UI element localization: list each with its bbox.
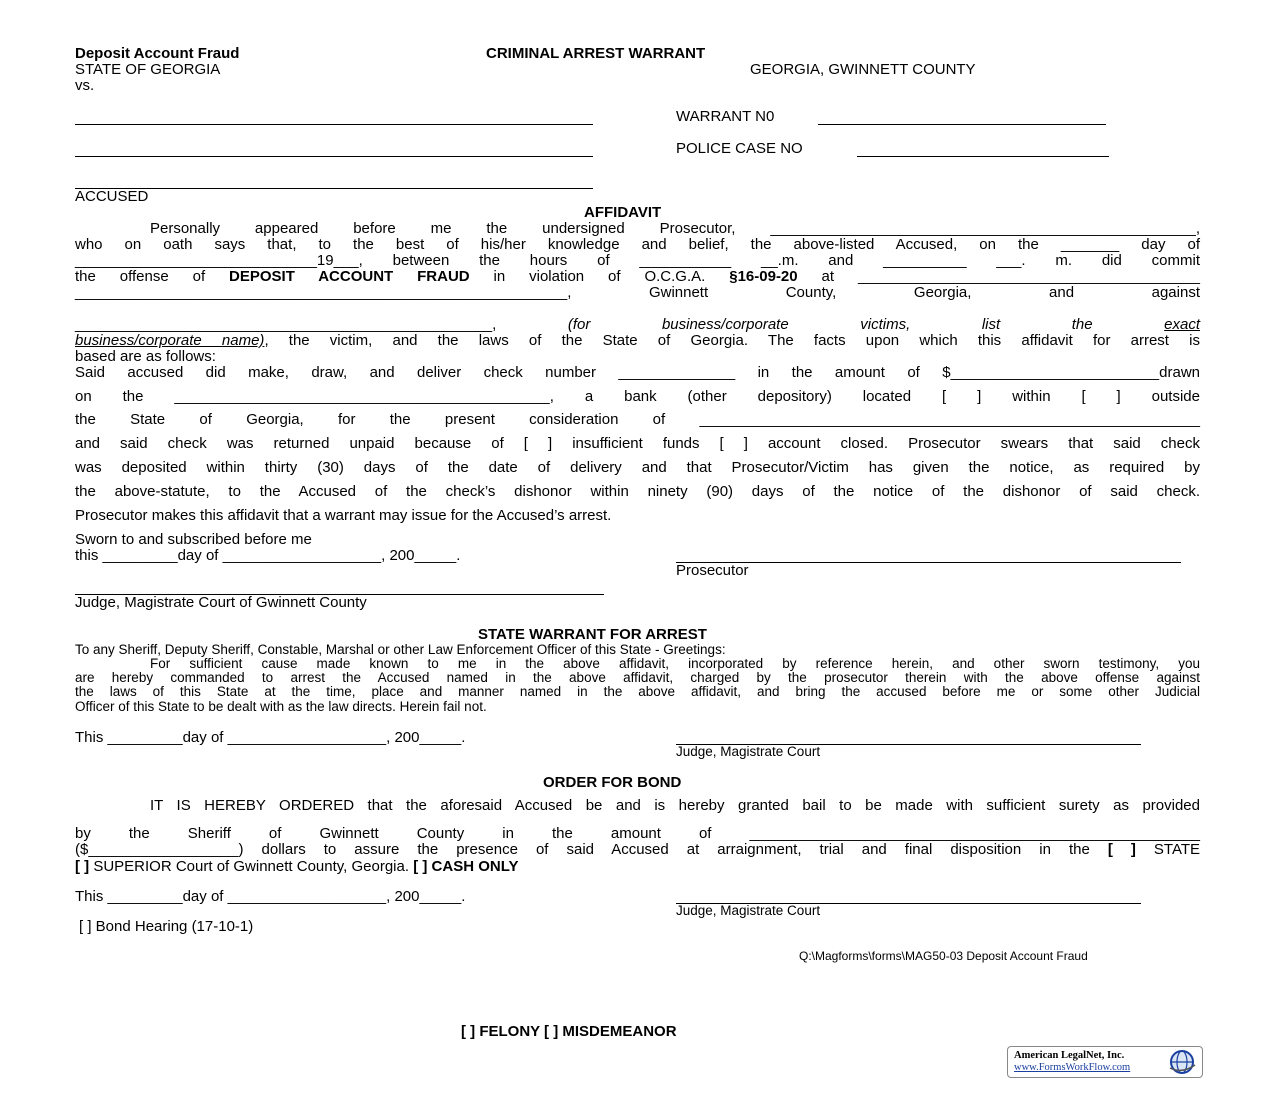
affidavit-line-6 <box>75 317 1200 333</box>
affidavit-line-7 <box>75 333 1200 349</box>
offense-name: DEPOSIT ACCOUNT FRAUD <box>229 268 470 285</box>
warrant-heading: STATE WARRANT FOR ARREST <box>478 626 707 643</box>
bond-heading: ORDER FOR BOND <box>543 774 682 791</box>
bond-amount-text: ($__________________) dollars to assure the presence of said Accused at arraignment, trial and final disposition in the <box>75 841 1108 858</box>
warrant-line-2: For sufficient cause made known to me in the above affidavit, incorporated by reference herein, and other sworn testimony, you <box>150 656 1200 671</box>
county-label: GEORGIA, GWINNETT COUNTY <box>750 61 976 78</box>
logo-company-name: American LegalNet, Inc. <box>1014 1050 1125 1061</box>
facts-line-7: Prosecutor makes this affidavit that a warrant may issue for the Accused’s arrest. <box>75 507 612 524</box>
affidavit-line-8: based are as follows: <box>75 348 216 365</box>
prosecutor-signature-line[interactable] <box>676 562 1181 563</box>
warrant-line-4: the laws of this State at the time, place and manner named in the above affidavit, and bring the accused before me or some other Judicial <box>75 684 1200 699</box>
warrant-line-3: are hereby commanded to arrest the Accused named in the above affidavit, charged by the prosecutor therein with the above offense against <box>75 670 1200 685</box>
facts-line-1: Said accused did make, draw, and deliver check number ______________ in the amount of $_________________________drawn <box>75 364 1200 381</box>
superior-court-checkbox[interactable]: [ ] <box>75 858 90 875</box>
affidavit-heading: AFFIDAVIT <box>584 204 662 221</box>
warrant-line-1: To any Sheriff, Deputy Sheriff, Constable, Marshal or other Law Enforcement Officer of this State - Greetings: <box>75 642 726 657</box>
versus-label: vs. <box>75 77 95 94</box>
victim-note-cont: business/corporate name) <box>75 332 265 349</box>
offense-location: at _________________________________________ <box>797 268 1200 285</box>
felony-misdemeanor-options[interactable]: [ ] FELONY [ ] MISDEMEANOR <box>461 1023 677 1040</box>
facts-line-4: and said check was returned unpaid because of [ ] insufficient funds [ ] account closed. Prosecutor swears that said check <box>75 435 1200 452</box>
bond-line-1: IT IS HEREBY ORDERED that the aforesaid Accused be and is hereby granted bail to be made with sufficient surety as provided <box>150 797 1200 814</box>
victim-note-rest: , the victim, and the laws of the State of Georgia. The facts upon which this affidavit for arrest is <box>264 332 1200 349</box>
cash-only-checkbox[interactable]: [ ] <box>413 858 428 875</box>
warrant-line-5: Officer of this State to be dealt with as the law directs. Herein fail not. <box>75 699 487 714</box>
affidavit-line-5: ___________________________________________________________, Gwinnett County, Georgia, and against <box>75 284 1200 301</box>
victim-note: (for business/corporate victims, list the <box>567 316 1165 333</box>
bond-judge-label: Judge, Magistrate Court <box>676 903 821 918</box>
victim-note-exact: exact <box>1164 316 1200 333</box>
accused-name-line-1[interactable] <box>75 124 593 125</box>
warrant-number-label: WARRANT N0 <box>676 108 775 125</box>
superior-court-label: SUPERIOR Court of Gwinnett County, Georgia. <box>89 858 414 875</box>
form-name: Deposit Account Fraud <box>75 45 240 62</box>
bond-date-line: This _________day of ___________________, 200_____. <box>75 888 466 905</box>
code-section: §16-09-20 <box>729 268 798 285</box>
warrant-date-line: This _________day of ___________________, 200_____. <box>75 729 466 746</box>
warrant-judge-label: Judge, Magistrate Court <box>676 744 821 759</box>
offense-text-mid: in violation of O.C.G.A. <box>469 268 730 285</box>
police-case-label: POLICE CASE NO <box>676 140 803 157</box>
police-case-field[interactable] <box>857 156 1109 157</box>
accused-label: ACCUSED <box>75 188 149 205</box>
document-title: CRIMINAL ARREST WARRANT <box>486 45 706 62</box>
accused-name-line-2[interactable] <box>75 156 593 157</box>
file-path: Q:\Magforms\forms\MAG50-03 Deposit Account Fraud <box>799 949 1088 963</box>
bond-line-4 <box>75 859 519 875</box>
affidavit-line-1: Personally appeared before me the undersigned Prosecutor, ___________________________________________________, <box>150 220 1200 237</box>
bond-line-3 <box>75 842 1200 858</box>
facts-line-5: was deposited within thirty (30) days of the date of delivery and that Prosecutor/Victim has given the notice, as required by <box>75 459 1200 476</box>
state-label: STATE OF GEORGIA <box>75 61 221 78</box>
facts-line-6: the above-statute, to the Accused of the check’s dishonor within ninety (90) days of the notice of the dishonor of said check. <box>75 483 1200 500</box>
victim-name-blank: __________________________________________________, <box>75 316 497 333</box>
affidavit-line-3: _____________________________19___, between the hours of ___________ __.m. and __________ ___. m. did commit <box>75 252 1200 269</box>
american-legalnet-logo[interactable] <box>1007 1046 1203 1078</box>
facts-line-2: on the _____________________________________________, a bank (other depository) located [ ] within [ ] outside <box>75 388 1200 405</box>
accused-name-line-3[interactable] <box>75 188 593 189</box>
bond-hearing-option[interactable]: [ ] Bond Hearing (17-10-1) <box>79 918 254 935</box>
judge-label: Judge, Magistrate Court of Gwinnett County <box>75 594 367 611</box>
state-court-checkbox[interactable]: [ ] <box>1107 841 1136 858</box>
warrant-number-field[interactable] <box>818 124 1106 125</box>
cash-only-label: CASH ONLY <box>427 858 519 875</box>
facts-line-3: the State of Georgia, for the present consideration of ____________________________________________________________ <box>75 411 1200 428</box>
bond-line-2: by the Sheriff of Gwinnett County in the amount of ______________________________________________________ <box>75 825 1200 842</box>
sworn-date-line: this _________day of ___________________, 200_____. <box>75 547 461 564</box>
affidavit-line-4 <box>75 269 1200 285</box>
affidavit-line-2: who on oath says that, to the best of his/her knowledge and belief, the above-listed Accused, on the _______ day of <box>75 236 1200 253</box>
prosecutor-label: Prosecutor <box>676 562 749 579</box>
logo-website-link[interactable]: www.FormsWorkFlow.com <box>1014 1062 1131 1073</box>
state-court-label: STATE <box>1135 841 1201 858</box>
sworn-line-1: Sworn to and subscribed before me <box>75 531 312 548</box>
offense-text-pre: the offense of <box>75 268 230 285</box>
globe-icon <box>1164 1048 1200 1076</box>
